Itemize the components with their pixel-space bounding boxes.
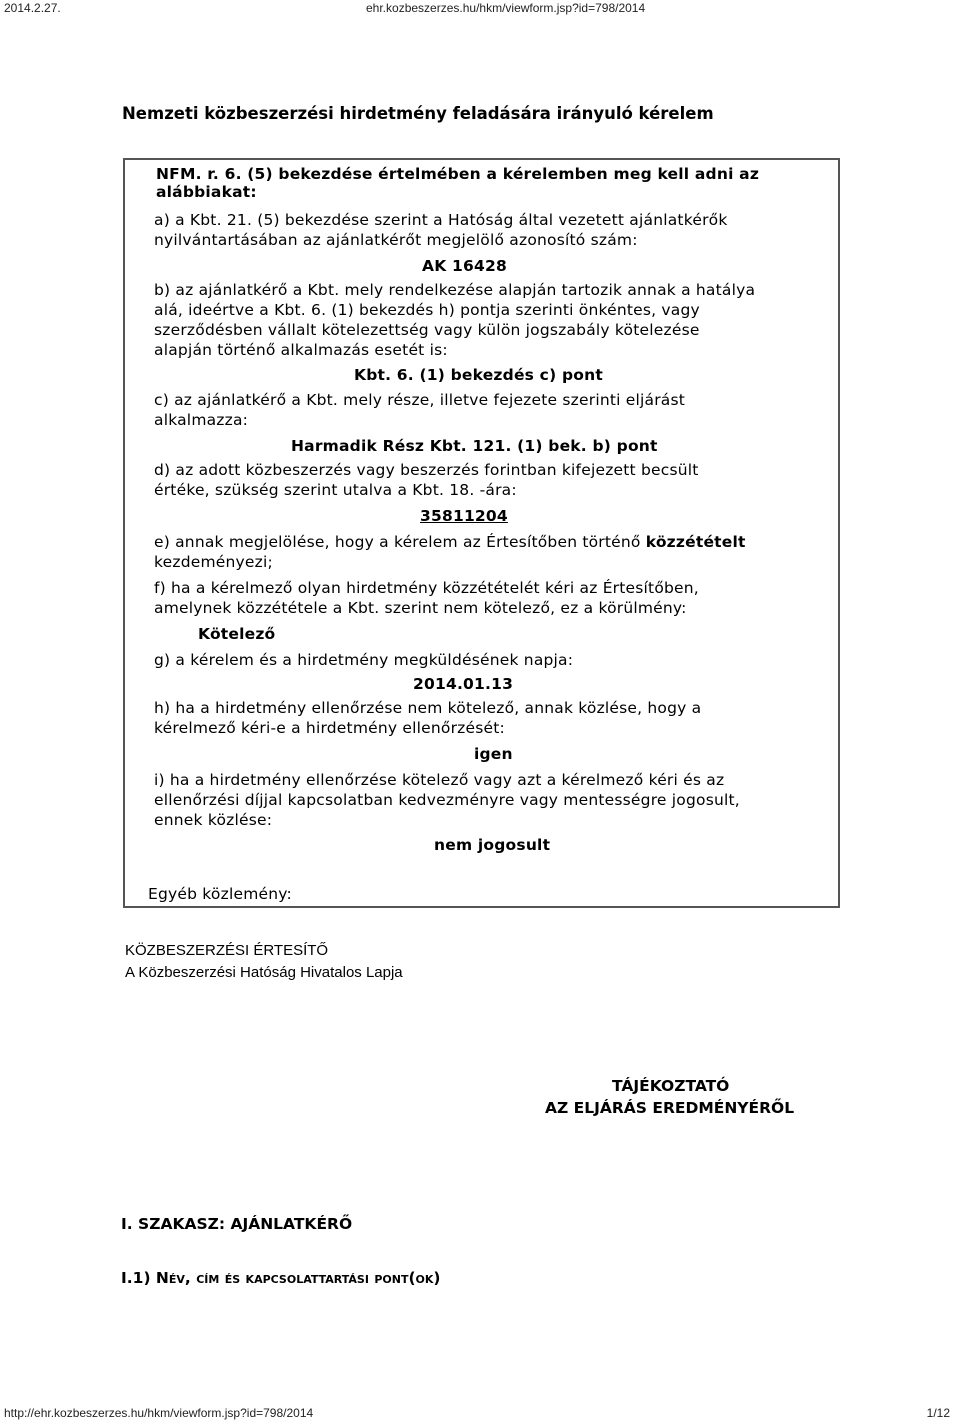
item-b-line-1: b) az ajánlatkérő a Kbt. mely rendelkezése alapján tartozik annak a hatálya [154, 281, 756, 299]
kozlony-subtitle: A Közbeszerzési Hatóság Hivatalos Lapja [125, 964, 403, 981]
item-f-value: Kötelező [198, 625, 276, 643]
notice-title-line-1: TÁJÉKOZTATÓ [612, 1077, 730, 1095]
kozlony-title: KÖZBESZERZÉSI ÉRTESÍTŐ [125, 942, 329, 959]
print-date: 2014.2.27. [4, 1, 61, 15]
item-h-line-1: h) ha a hirdetmény ellenőrzése nem kötelező, annak közlése, hogy a [154, 699, 702, 717]
request-box [123, 158, 840, 908]
item-i-line-1: i) ha a hirdetmény ellenőrzése kötelező vagy azt a kérelmező kéri és az [154, 771, 725, 789]
other-notice-label: Egyéb közlemény: [148, 885, 292, 903]
item-d-value: 35811204 [420, 507, 508, 525]
item-d-line-2: értéke, szükség szerint utalva a Kbt. 18. -ára: [154, 481, 517, 499]
notice-title-line-2: AZ ELJÁRÁS EREDMÉNYÉRŐL [545, 1099, 795, 1117]
print-header [0, 0, 960, 16]
item-i-value: nem jogosult [434, 836, 551, 854]
item-b-value: Kbt. 6. (1) bekezdés c) pont [354, 366, 603, 384]
item-e-line-2: kezdeményezi; [154, 553, 273, 571]
page-number: 1/12 [926, 1406, 950, 1420]
item-f-line-2: amelynek közzététele a Kbt. szerint nem kötelező, ez a körülmény: [154, 599, 687, 617]
item-h-value: igen [474, 745, 513, 763]
footer-url: http://ehr.kozbeszerzes.hu/hkm/viewform.jsp?id=798/2014 [4, 1406, 314, 1420]
item-b-line-3: szerződésben vállalt kötelezettség vagy külön jogszabály kötelezése [154, 321, 700, 339]
item-b-line-4: alapján történő alkalmazás esetét is: [154, 341, 448, 359]
intro-line-2: alábbiakat: [156, 183, 257, 201]
item-e-emphasis: közzétételt [645, 533, 746, 551]
page-title: Nemzeti közbeszerzési hirdetmény feladására irányuló kérelem [122, 104, 714, 123]
item-g-value: 2014.01.13 [413, 675, 514, 693]
item-i-line-3: ennek közlése: [154, 811, 273, 829]
item-c-line-2: alkalmazza: [154, 411, 249, 429]
item-e-line-1 [154, 532, 746, 552]
print-url: ehr.kozbeszerzes.hu/hkm/viewform.jsp?id=798/2014 [366, 1, 646, 15]
item-g-line-1: g) a kérelem és a hirdetmény megküldésének napja: [154, 651, 574, 669]
item-a-value: AK 16428 [422, 257, 507, 275]
subsection-heading: I.1) Név, cím és kapcsolattartási pont(ok) [121, 1269, 441, 1287]
section-heading: I. SZAKASZ: AJÁNLATKÉRŐ [121, 1215, 353, 1233]
item-a-line-2: nyilvántartásában az ajánlatkérőt megjelölő azonosító szám: [154, 231, 638, 249]
intro-line-1: NFM. r. 6. (5) bekezdése értelmében a kérelemben meg kell adni az [156, 165, 760, 183]
item-a-line-1: a) a Kbt. 21. (5) bekezdése szerint a Hatóság által vezetett ajánlatkérők [154, 211, 728, 229]
item-e-text: e) annak megjelölése, hogy a kérelem az Értesítőben történő [154, 533, 646, 551]
item-f-line-1: f) ha a kérelmező olyan hirdetmény közzétételét kéri az Értesítőben, [154, 579, 699, 597]
item-b-line-2: alá, ideértve a Kbt. 6. (1) bekezdés h) pontja szerinti önkéntes, vagy [154, 301, 700, 319]
item-c-value: Harmadik Rész Kbt. 121. (1) bek. b) pont [291, 437, 658, 455]
item-d-line-1: d) az adott közbeszerzés vagy beszerzés forintban kifejezett becsült [154, 461, 699, 479]
item-i-line-2: ellenőrzési díjjal kapcsolatban kedvezményre vagy mentességre jogosult, [154, 791, 740, 809]
item-h-line-2: kérelmező kéri-e a hirdetmény ellenőrzését: [154, 719, 505, 737]
print-footer [0, 1405, 960, 1423]
item-c-line-1: c) az ajánlatkérő a Kbt. mely része, illetve fejezete szerinti eljárást [154, 391, 686, 409]
